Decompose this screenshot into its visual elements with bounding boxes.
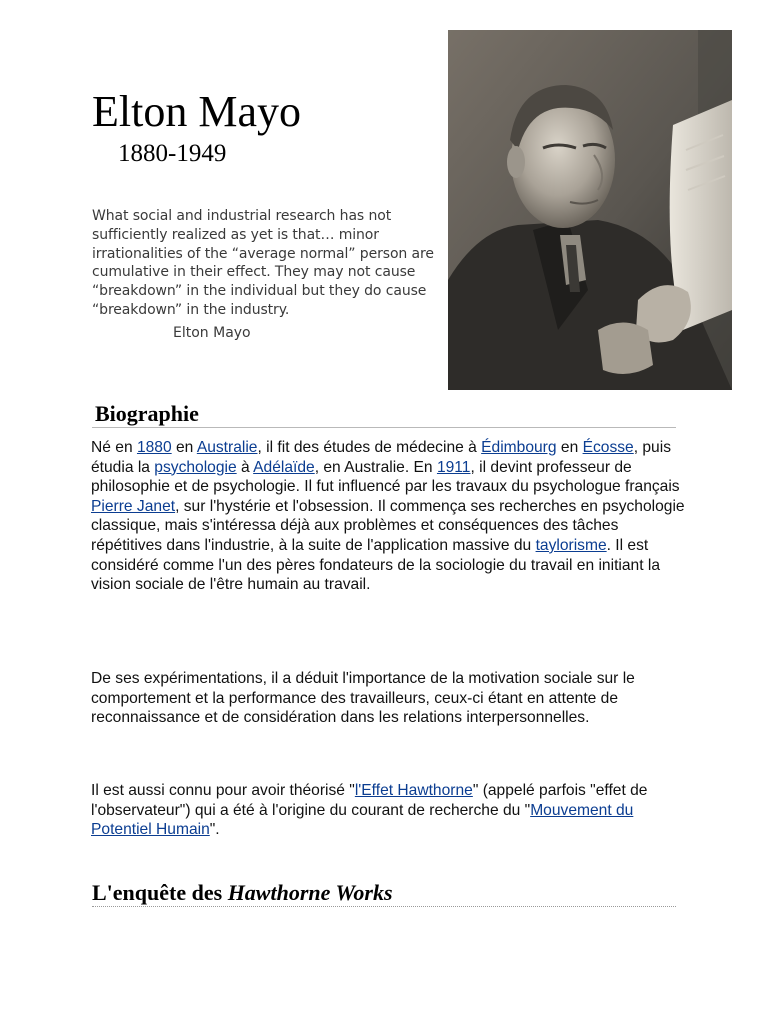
link-taylorisme[interactable]: taylorisme bbox=[535, 536, 607, 554]
quote-text: What social and industrial research has not sufficiently realized as yet is that… minor irrationalities of the “average normal” person are cumulative in their effect. They may not cause “breakdown” in the individual but they do cause “breakdown” in the industry. bbox=[92, 208, 434, 318]
portrait-photo bbox=[448, 30, 732, 390]
page-title: Elton Mayo bbox=[92, 87, 301, 136]
link-1880[interactable]: 1880 bbox=[136, 439, 172, 456]
biography-paragraph-2: De ses expérimentations, il a déduit l'importance de la motivation sociale sur le comportement et la performance des travailleurs, ceux-ci étant en attente de reconnaissance et de considération dans les relations interpersonnelles. bbox=[91, 670, 635, 727]
link-psychologie[interactable]: psychologie bbox=[154, 458, 237, 476]
biography-paragraph-1 bbox=[91, 438, 691, 595]
life-years: 1880-1949 bbox=[118, 140, 227, 167]
link-edimbourg[interactable]: Édimbourg bbox=[481, 439, 557, 456]
link-mouvement-potentiel-humain[interactable]: Mouvement du Potentiel Humain bbox=[91, 801, 634, 839]
section-divider bbox=[92, 427, 676, 428]
heading-italic-text: Hawthorne Works bbox=[227, 880, 393, 905]
text-run: à bbox=[236, 458, 254, 476]
text-run: ". bbox=[209, 821, 220, 839]
link-effet-hawthorne[interactable]: l'Effet Hawthorne bbox=[354, 782, 473, 799]
text-run: , sur l'hystérie et l'obsession. Il commença ses recherches en psychologie classique, mais s'intéressa déjà aux problèmes et conséquences des tâches répétitives dans l'industrie, à la suite de l'application massive du bbox=[91, 497, 685, 554]
text-run: , il devint professeur de philosophie et de psychologie. Il fut influencé par les travaux du psychologue français bbox=[91, 458, 680, 496]
heading-text: L'enquête des bbox=[92, 880, 228, 905]
link-pierre-janet[interactable]: Pierre Janet bbox=[91, 497, 176, 515]
text-run: , en Australie. En bbox=[314, 458, 437, 476]
portrait-photo-icon bbox=[448, 30, 732, 390]
text-run: , il fit des études de médecine à bbox=[257, 439, 482, 456]
text-run: en bbox=[556, 439, 583, 456]
link-1911[interactable]: 1911 bbox=[436, 458, 471, 476]
section-divider-dotted bbox=[92, 906, 676, 907]
section-heading-biographie: Biographie bbox=[95, 401, 199, 426]
link-ecosse[interactable]: Écosse bbox=[582, 439, 634, 456]
text-run: " (appelé parfois "effet de l'observateur") qui a été à l'origine du courant de recherche du " bbox=[91, 782, 648, 819]
quote-author: Elton Mayo bbox=[173, 325, 251, 341]
link-australie[interactable]: Australie bbox=[196, 439, 258, 456]
section-heading-hawthorne bbox=[92, 880, 393, 906]
link-adelaide[interactable]: Adélaïde bbox=[253, 458, 315, 476]
text-run: , puis étudia la bbox=[91, 439, 671, 476]
text-run: en bbox=[171, 439, 197, 456]
biography-paragraph-3 bbox=[91, 781, 691, 840]
text-run: Né en bbox=[91, 439, 137, 456]
text-run: Il est aussi connu pour avoir théorisé " bbox=[91, 782, 355, 799]
text-run: . Il est considéré comme l'un des pères fondateurs de la sociologie du travail en initiant la vision sociale de l'être humain au travail. bbox=[91, 536, 661, 594]
